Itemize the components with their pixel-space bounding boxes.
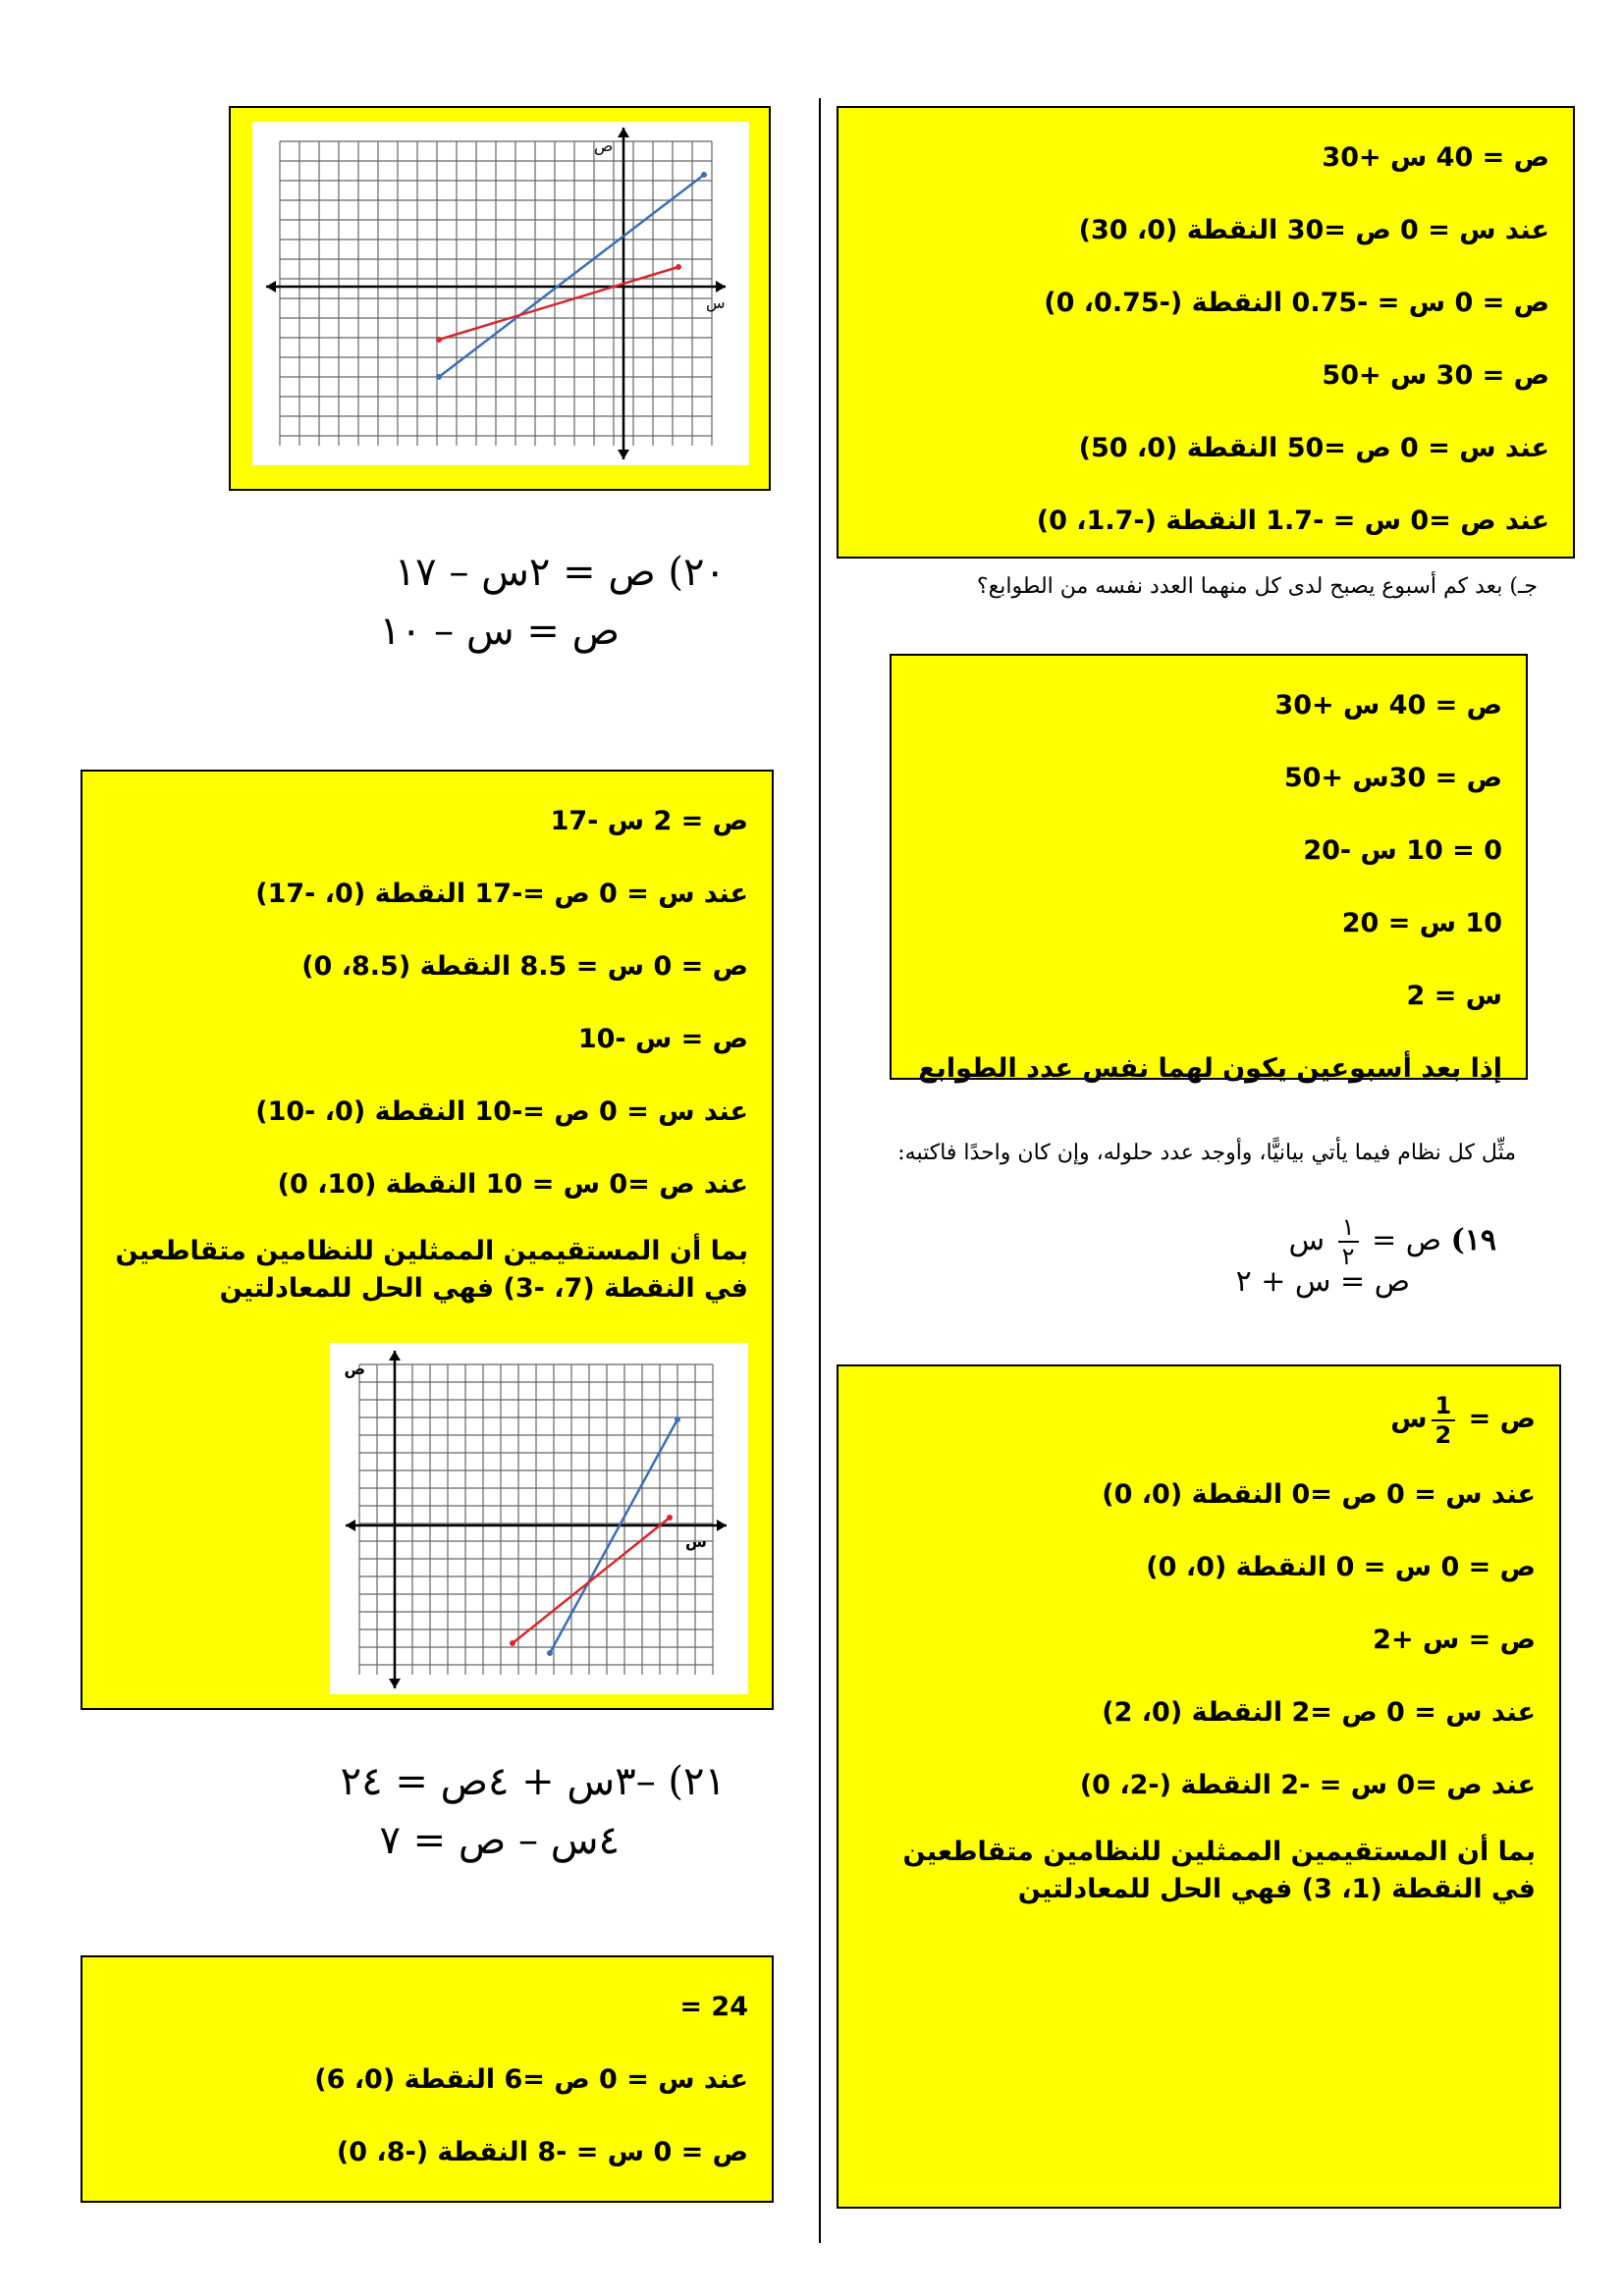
plotted-line bbox=[550, 1419, 677, 1653]
text-line: ص = 2 س -17 bbox=[550, 806, 748, 836]
graph-panel bbox=[330, 1343, 748, 1694]
arrow-down bbox=[389, 1679, 401, 1688]
plotted-line bbox=[439, 175, 704, 377]
text-line: عند س = 0 ص =30 النقطة (0، 30) bbox=[1078, 215, 1549, 245]
y-axis-label: ص bbox=[594, 136, 614, 155]
coordinate-graph bbox=[252, 122, 749, 465]
fraction bbox=[1432, 1392, 1456, 1449]
fraction-denominator: 2 bbox=[1435, 1420, 1452, 1449]
text-line: عند ص =0 س = -1.7 النقطة (-1.7، 0) bbox=[1036, 506, 1549, 536]
plotted-point bbox=[676, 264, 681, 270]
text-line: عند س = 0 ص =0 النقطة (0، 0) bbox=[1102, 1479, 1536, 1510]
text-line: عند ص =0 س = -2 النقطة (-2، 0) bbox=[1079, 1770, 1536, 1800]
text-line: ص = 30 س +50 bbox=[1322, 360, 1549, 391]
text-line: عند ص =0 س = 10 النقطة (10، 0) bbox=[277, 1169, 748, 1200]
problem-20 bbox=[379, 550, 726, 654]
arrow-right bbox=[716, 281, 726, 293]
plotted-point bbox=[436, 337, 442, 343]
text-line: إذا بعد أسبوعين يكون لهما نفس عدد الطوابع bbox=[918, 1053, 1502, 1084]
fraction-numerator: ١ bbox=[1338, 1213, 1359, 1243]
text-line: ص = 0 س = 8.5 النقطة (8.5، 0) bbox=[301, 951, 748, 982]
coordinate-graph bbox=[330, 1343, 748, 1694]
solution-box-stamps-points bbox=[837, 106, 1575, 559]
column-divider bbox=[819, 98, 821, 2243]
text-line: 10 س = 20 bbox=[1341, 908, 1502, 938]
solution-box-weeks bbox=[890, 654, 1528, 1084]
arrow-left bbox=[266, 281, 276, 293]
problem-21-eq1: ٢١) –٣س + ٤ص = ٢٤ bbox=[340, 1759, 726, 1804]
fraction-numerator: 1 bbox=[1432, 1392, 1456, 1421]
graph-box-stamps bbox=[229, 106, 771, 491]
text-line: عند س = 0 ص =2 النقطة (0، 2) bbox=[1102, 1697, 1536, 1728]
arrow-up bbox=[389, 1351, 401, 1361]
plotted-point bbox=[667, 1515, 673, 1521]
text-line: 24 = bbox=[679, 1992, 748, 2022]
problem-21 bbox=[341, 1759, 726, 1863]
text-line: 0 = 10 س -20 bbox=[1303, 835, 1502, 866]
eq-right: س bbox=[1288, 1223, 1326, 1257]
conclusion-text: بما أن المستقيمين الممثلين للنظامين متقاطعين في النقطة (1، 3) فهي الحل للمعادلتين bbox=[902, 1837, 1536, 1904]
problem-number: ١٩) bbox=[1450, 1223, 1496, 1257]
first-equation bbox=[862, 1380, 1536, 1459]
plotted-line bbox=[439, 267, 678, 340]
arrow-right bbox=[717, 1520, 727, 1531]
text-line: عند س = 0 ص =6 النقطة (0، 6) bbox=[314, 2064, 748, 2095]
fraction-denominator: ٢ bbox=[1341, 1243, 1355, 1270]
problem-20-eq1: ٢٠) ص = ٢س – ١٧ bbox=[394, 550, 726, 595]
text-line: عند س = 0 ص =-10 النقطة (0، -10) bbox=[255, 1096, 748, 1127]
plotted-point bbox=[701, 172, 707, 178]
text-line: ص = 0 س = -0.75 النقطة (-0.75، 0) bbox=[1044, 288, 1549, 318]
text-line: عند س = 0 ص =-17 النقطة (0، -17) bbox=[255, 879, 748, 909]
text-line: ص = 0 س = -8 النقطة (-8، 0) bbox=[336, 2137, 748, 2167]
arrow-up bbox=[618, 128, 629, 137]
problem-19-eq2: ص = س + ٢ bbox=[1235, 1264, 1410, 1299]
question-c: جـ) بعد كم أسبوع يصبح لدى كل منهما العدد نفسه من الطوابع؟ bbox=[976, 574, 1538, 599]
problem-19-eq1 bbox=[1236, 1213, 1496, 1270]
arrow-left bbox=[346, 1520, 355, 1531]
text-line: عند س = 0 ص =50 النقطة (0، 50) bbox=[1078, 433, 1549, 463]
x-axis-label: س bbox=[684, 1532, 707, 1551]
text-line: س = 2 bbox=[1406, 981, 1502, 1011]
text-line: ص = س -10 bbox=[577, 1024, 748, 1054]
x-axis-label: س bbox=[706, 294, 726, 312]
conclusion-text: بما أن المستقيمين الممثلين للنظامين متقاطعين في النقطة (7، -3) فهي الحل للمعادلتين bbox=[115, 1236, 748, 1304]
fraction bbox=[1338, 1213, 1359, 1270]
solution-box-problem-21 bbox=[81, 1955, 774, 2203]
text-line: ص = 40 س +30 bbox=[1274, 690, 1502, 721]
eq-left: ص = bbox=[1372, 1223, 1442, 1257]
plotted-point bbox=[436, 374, 442, 380]
solution-box-problem-19 bbox=[837, 1364, 1561, 2209]
plotted-point bbox=[547, 1650, 553, 1656]
problem-21-eq2: ٤س – ص = ٧ bbox=[379, 1818, 620, 1863]
text-line: ص = س +2 bbox=[1373, 1625, 1536, 1655]
solution-box-problem-20 bbox=[81, 770, 774, 1710]
graph-panel bbox=[252, 122, 749, 465]
problem-19 bbox=[1236, 1213, 1496, 1299]
y-axis-label: ص bbox=[344, 1360, 365, 1378]
instruction-text: مثِّل كل نظام فيما يأتي بيانيًّا، وأوجد عدد حلوله، وإن كان واحدًا فاكتبه: bbox=[897, 1141, 1516, 1165]
text-line: ص = 40 س +30 bbox=[1322, 142, 1549, 173]
text-line: ص = 0 س = 0 النقطة (0، 0) bbox=[1146, 1552, 1536, 1582]
problem-20-eq2: ص = س – ١٠ bbox=[379, 609, 620, 654]
plotted-point bbox=[510, 1640, 515, 1646]
plotted-point bbox=[675, 1416, 680, 1422]
arrow-down bbox=[618, 450, 629, 459]
eq-left: ص = bbox=[1468, 1404, 1536, 1434]
text-line: ص = 30س +50 bbox=[1283, 763, 1502, 793]
eq-right: س bbox=[1390, 1404, 1428, 1434]
